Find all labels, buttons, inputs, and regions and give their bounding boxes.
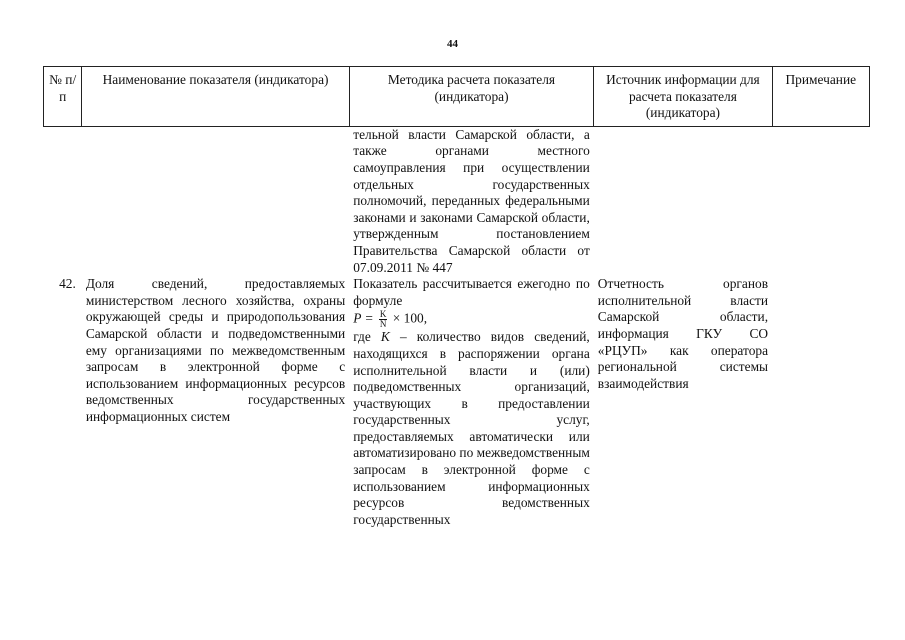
method-variable: K (380, 329, 390, 345)
header-calculation-method: Методика расчета показателя (индикатора) (349, 67, 594, 127)
formula-fraction (379, 310, 388, 329)
formula-rhs: × 100, (392, 310, 428, 326)
method-intro: Показатель рассчитывается ежегодно по формуле (353, 276, 590, 308)
cell-number: 42. (59, 276, 76, 292)
table-row-continuation (44, 126, 870, 276)
cell-note (772, 276, 869, 528)
table-header-row (44, 67, 870, 127)
method-explanation: – количество видов сведений, находящихся в распоряжении органа исполнительной власти и (или) подведомственных организаций, участвующих в предоставлении государственных услуг, предоставляемых автоматически или автоматизировано по межведомственным запросам в электронной форме с использованием информационных ресурсов ведомственных государственных (353, 329, 590, 527)
page-number: 44 (447, 38, 458, 50)
header-number: № п/п (44, 67, 82, 127)
formula-denominator: N (379, 319, 387, 330)
indicators-table (43, 66, 870, 528)
cell-note (772, 126, 869, 276)
cell-information-source: Отчетность органов исполнительной власти Самарской области, информация ГКУ СО «РЦУП» как оператора региональной системы взаимодействия (597, 276, 769, 391)
method-where: где (353, 329, 371, 345)
header-indicator-name: Наименование показателя (индикатора) (82, 67, 349, 127)
cell-information-source (594, 126, 772, 276)
cell-calculation-method: тельной власти Самарской области, а также органами местного самоуправления при осуществлении отдельных государственных полномочий, переданных федеральными законами и законами Самарской области, утвержденным постановлением Правительства Самарской области от 07.09.2011 № 447 (353, 126, 590, 275)
header-information-source: Источник информации для расчета показателя (индикатора) (594, 67, 772, 127)
cell-indicator-name: Доля сведений, предоставляемых министерством лесного хозяйства, охраны окружающей среды и природопользования Самарской области и подведомственными ему организациями по межведомственным запросам в электронной форме с использованием информационных ресурсов ведомственных государственных информационных систем (85, 276, 346, 424)
header-note: Примечание (772, 67, 869, 127)
formula-lhs: P = (353, 310, 374, 326)
calculation-formula (353, 310, 590, 329)
cell-indicator-name (82, 126, 349, 276)
formula-numerator: K (379, 309, 387, 320)
cell-calculation-method (349, 276, 594, 528)
cell-number (44, 126, 82, 276)
table-row-42 (44, 276, 870, 528)
